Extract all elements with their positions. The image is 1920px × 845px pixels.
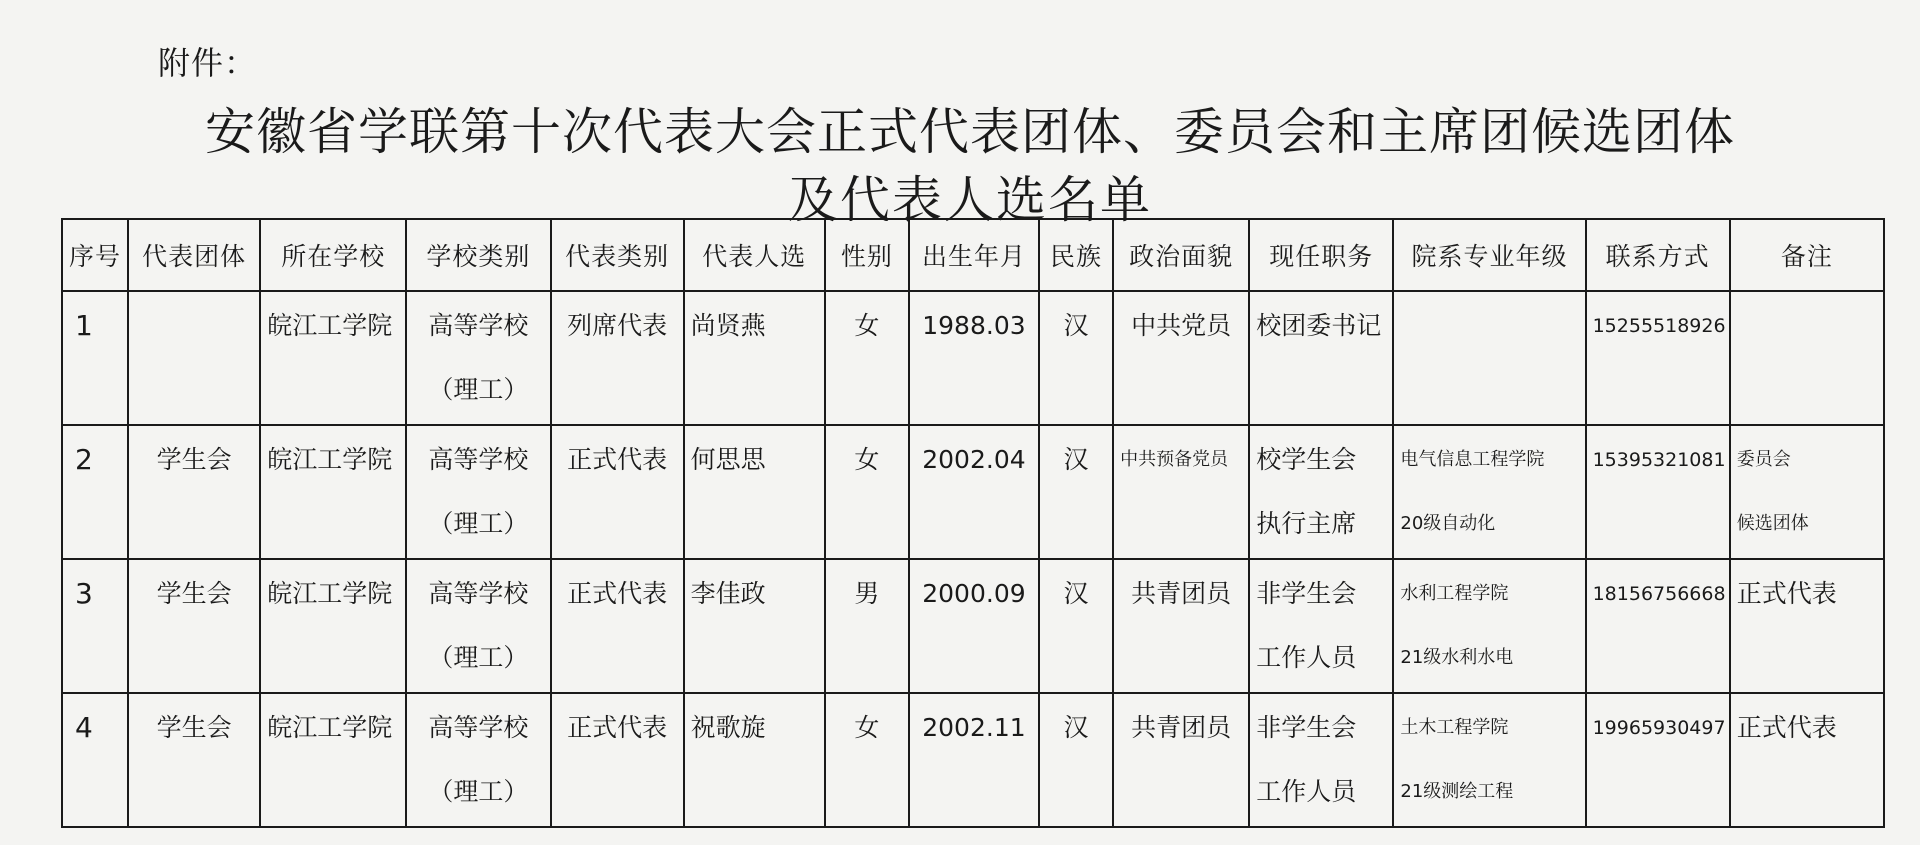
cell-no: 3 — [62, 559, 128, 693]
school-type-line2: （理工） — [428, 375, 529, 404]
cell-group: 学生会 — [128, 693, 260, 827]
cell-rep-type: 正式代表 — [551, 559, 684, 693]
cell-position — [1249, 559, 1393, 693]
position-line1: 非学生会 — [1256, 579, 1357, 608]
table-header-row — [62, 219, 1884, 291]
note-line1: 委员会 — [1736, 449, 1791, 470]
cell-department — [1393, 291, 1585, 425]
school-type-line1: 高等学校 — [428, 311, 529, 340]
attachment-label: 附件： — [158, 44, 258, 82]
cell-name: 尚贤燕 — [684, 291, 825, 425]
cell-department — [1393, 425, 1585, 559]
cell-political: 中共党员 — [1113, 291, 1249, 425]
cell-note — [1730, 693, 1884, 827]
header-rep-type: 代表类别 — [551, 219, 684, 291]
document-subtitle: 及代表人选名单 — [788, 171, 1152, 229]
cell-rep-type: 正式代表 — [551, 693, 684, 827]
cell-political: 共青团员 — [1113, 559, 1249, 693]
cell-name: 何思思 — [684, 425, 825, 559]
header-note: 备注 — [1730, 219, 1884, 291]
cell-ethnicity: 汉 — [1039, 291, 1113, 425]
header-name: 代表人选 — [684, 219, 825, 291]
cell-school: 皖江工学院 — [260, 559, 406, 693]
note-line2: 候选团体 — [1736, 513, 1809, 534]
department-line1: 电气信息工程学院 — [1400, 449, 1545, 470]
candidate-table — [61, 218, 1885, 828]
school-type-line1: 高等学校 — [428, 445, 529, 474]
cell-name: 祝歌旋 — [684, 693, 825, 827]
cell-note — [1730, 425, 1884, 559]
cell-school-type — [406, 693, 550, 827]
cell-ethnicity: 汉 — [1039, 693, 1113, 827]
cell-no: 2 — [62, 425, 128, 559]
table-row — [62, 425, 1884, 559]
cell-birth: 2002.11 — [909, 693, 1039, 827]
table-row — [62, 693, 1884, 827]
cell-group — [128, 291, 260, 425]
cell-gender: 女 — [825, 425, 909, 559]
cell-phone: 18156756668 — [1586, 559, 1730, 693]
cell-school: 皖江工学院 — [260, 291, 406, 425]
cell-position — [1249, 693, 1393, 827]
table-row — [62, 559, 1884, 693]
school-type-line1: 高等学校 — [428, 579, 529, 608]
cell-rep-type: 列席代表 — [551, 291, 684, 425]
cell-group: 学生会 — [128, 425, 260, 559]
header-birth: 出生年月 — [909, 219, 1039, 291]
cell-note — [1730, 559, 1884, 693]
header-gender: 性别 — [825, 219, 909, 291]
cell-school: 皖江工学院 — [260, 425, 406, 559]
cell-no: 4 — [62, 693, 128, 827]
department-line1: 水利工程学院 — [1400, 583, 1509, 604]
position-line2: 执行主席 — [1256, 509, 1357, 538]
header-political: 政治面貌 — [1113, 219, 1249, 291]
cell-gender: 女 — [825, 291, 909, 425]
cell-political: 共青团员 — [1113, 693, 1249, 827]
cell-no: 1 — [62, 291, 128, 425]
department-line1: 土木工程学院 — [1400, 717, 1509, 738]
department-line2: 21级测绘工程 — [1400, 781, 1514, 802]
document-title: 安徽省学联第十次代表大会正式代表团体、委员会和主席团候选团体 — [205, 103, 1735, 161]
header-school: 所在学校 — [260, 219, 406, 291]
cell-political: 中共预备党员 — [1113, 425, 1249, 559]
position-line1: 非学生会 — [1256, 713, 1357, 742]
cell-birth: 1988.03 — [909, 291, 1039, 425]
cell-phone: 15395321081 — [1586, 425, 1730, 559]
header-group: 代表团体 — [128, 219, 260, 291]
cell-ethnicity: 汉 — [1039, 425, 1113, 559]
school-type-line2: （理工） — [428, 509, 529, 538]
cell-gender: 男 — [825, 559, 909, 693]
cell-position — [1249, 291, 1393, 425]
position-line1: 校团委书记 — [1256, 311, 1382, 340]
school-type-line1: 高等学校 — [428, 713, 529, 742]
cell-ethnicity: 汉 — [1039, 559, 1113, 693]
department-line2: 20级自动化 — [1400, 513, 1496, 534]
cell-birth: 2000.09 — [909, 559, 1039, 693]
header-ethnicity: 民族 — [1039, 219, 1113, 291]
department-line2: 21级水利水电 — [1400, 647, 1514, 668]
header-phone: 联系方式 — [1586, 219, 1730, 291]
cell-school-type — [406, 425, 550, 559]
cell-school: 皖江工学院 — [260, 693, 406, 827]
note-line1: 正式代表 — [1736, 579, 1837, 608]
position-line2: 工作人员 — [1256, 643, 1357, 672]
cell-school-type — [406, 291, 550, 425]
school-type-line2: （理工） — [428, 643, 529, 672]
position-line1: 校学生会 — [1256, 445, 1357, 474]
cell-name: 李佳政 — [684, 559, 825, 693]
cell-group: 学生会 — [128, 559, 260, 693]
cell-gender: 女 — [825, 693, 909, 827]
position-line2: 工作人员 — [1256, 777, 1357, 806]
cell-note — [1730, 291, 1884, 425]
cell-school-type — [406, 559, 550, 693]
cell-rep-type: 正式代表 — [551, 425, 684, 559]
header-position: 现任职务 — [1249, 219, 1393, 291]
cell-department — [1393, 559, 1585, 693]
header-department: 院系专业年级 — [1393, 219, 1585, 291]
header-school-type: 学校类别 — [406, 219, 550, 291]
note-line1: 正式代表 — [1736, 713, 1837, 742]
cell-birth: 2002.04 — [909, 425, 1039, 559]
cell-phone: 15255518926 — [1586, 291, 1730, 425]
cell-phone: 19965930497 — [1586, 693, 1730, 827]
school-type-line2: （理工） — [428, 777, 529, 806]
cell-department — [1393, 693, 1585, 827]
header-no: 序号 — [62, 219, 128, 291]
table-row — [62, 291, 1884, 425]
cell-position — [1249, 425, 1393, 559]
